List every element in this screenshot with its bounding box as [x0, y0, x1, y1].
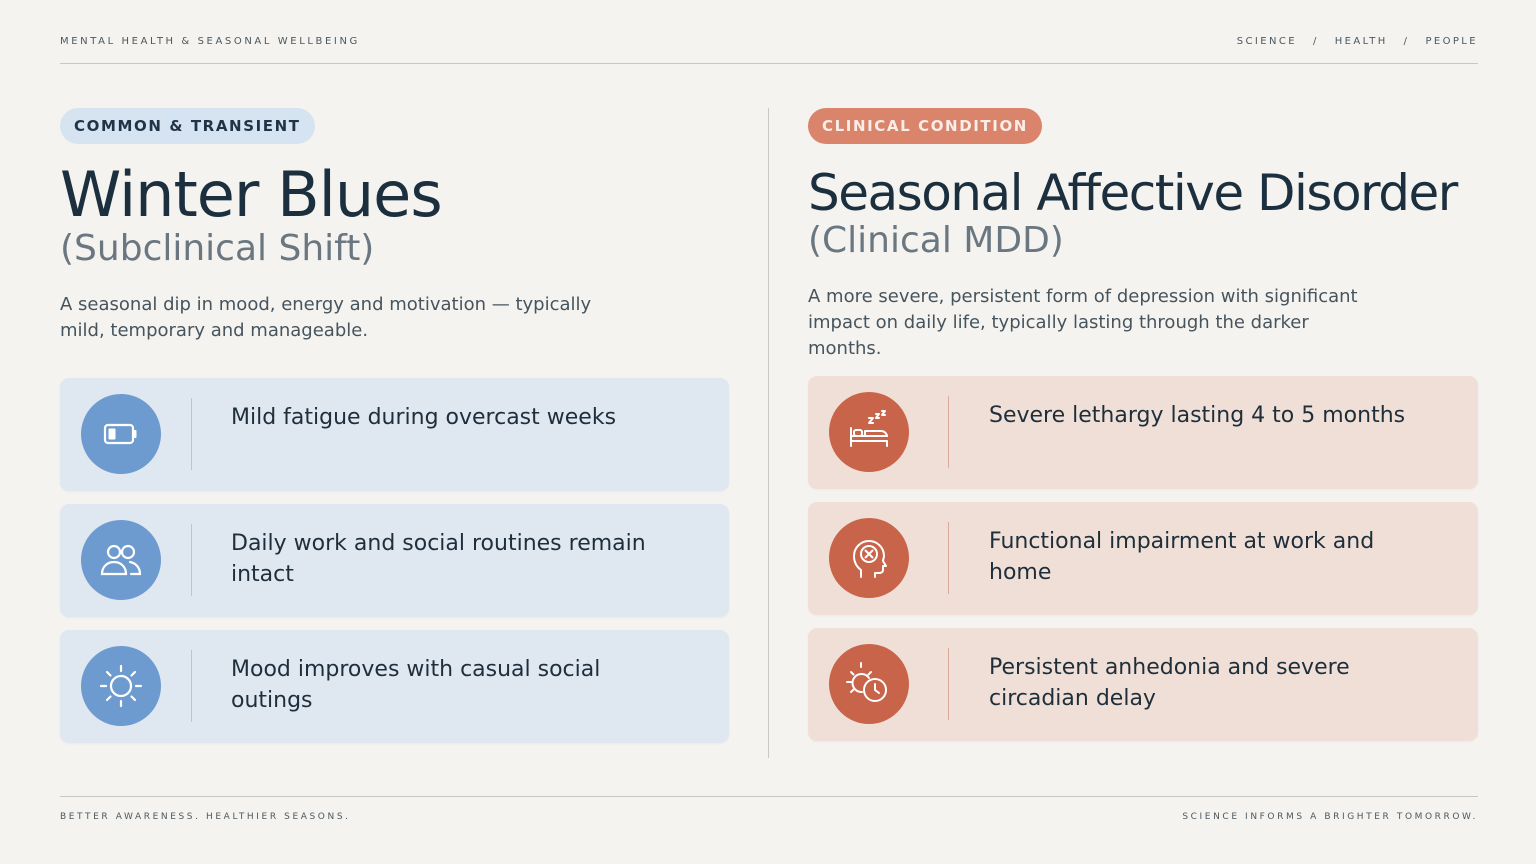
card-divider — [948, 522, 949, 594]
footer-tagline: BETTER AWARENESS. HEALTHIER SEASONS. — [60, 812, 351, 822]
symptom-card — [60, 630, 729, 743]
symptom-card — [808, 376, 1478, 489]
page-header — [60, 36, 1478, 64]
symptom-text: Mood improves with casual social outings — [231, 657, 601, 713]
sad-column — [808, 108, 1480, 711]
card-divider — [948, 396, 949, 468]
symptom-list — [808, 376, 1480, 754]
column-divider — [768, 108, 769, 758]
column-subtitle: (Clinical MDD) — [808, 220, 1064, 261]
symptom-text: Functional impairment at work and home — [989, 529, 1375, 585]
sun-icon — [81, 646, 161, 726]
symptom-card — [60, 504, 729, 617]
column-title: Seasonal Affective Disorder — [808, 164, 1457, 222]
symptom-text: Persistent anhedonia and severe circadian delay — [989, 655, 1350, 711]
card-divider — [191, 398, 192, 470]
people-icon — [81, 520, 161, 600]
nav-people[interactable]: PEOPLE — [1425, 36, 1478, 47]
footer-slogan: SCIENCE INFORMS A BRIGHTER TOMORROW. — [1182, 812, 1478, 822]
card-divider — [191, 650, 192, 722]
symptom-text: Mild fatigue during overcast weeks — [231, 405, 617, 430]
card-divider — [191, 524, 192, 596]
header-kicker: MENTAL HEALTH & SEASONAL WELLBEING — [60, 36, 360, 47]
symptom-card — [808, 502, 1478, 615]
card-divider — [948, 648, 949, 720]
symptom-card — [808, 628, 1478, 741]
low-battery-icon — [81, 394, 161, 474]
header-nav — [1237, 36, 1478, 47]
symptom-list — [60, 378, 730, 756]
nav-separator: / — [1312, 36, 1319, 47]
winter-blues-column — [60, 108, 730, 713]
column-subtitle: (Subclinical Shift) — [60, 228, 375, 269]
symptom-text: Daily work and social routines remain intact — [231, 531, 646, 587]
nav-science[interactable]: SCIENCE — [1236, 36, 1297, 47]
column-description: A more severe, persistent form of depression with significant impact on daily life, typically lasting through the darker months. — [808, 286, 1358, 359]
symptom-text: Severe lethargy lasting 4 to 5 months — [989, 403, 1406, 428]
head-x-icon — [829, 518, 909, 598]
sun-clock-icon — [829, 644, 909, 724]
nav-separator: / — [1403, 36, 1410, 47]
category-pill: COMMON & TRANSIENT — [60, 108, 315, 144]
page-footer — [60, 796, 1478, 822]
nav-health[interactable]: HEALTH — [1334, 36, 1388, 47]
column-description: A seasonal dip in mood, energy and motivation — typically mild, temporary and manageable. — [60, 294, 592, 341]
symptom-card — [60, 378, 729, 491]
category-pill: CLINICAL CONDITION — [808, 108, 1042, 144]
column-title: Winter Blues — [60, 158, 442, 231]
sleeping-bed-icon — [829, 392, 909, 472]
